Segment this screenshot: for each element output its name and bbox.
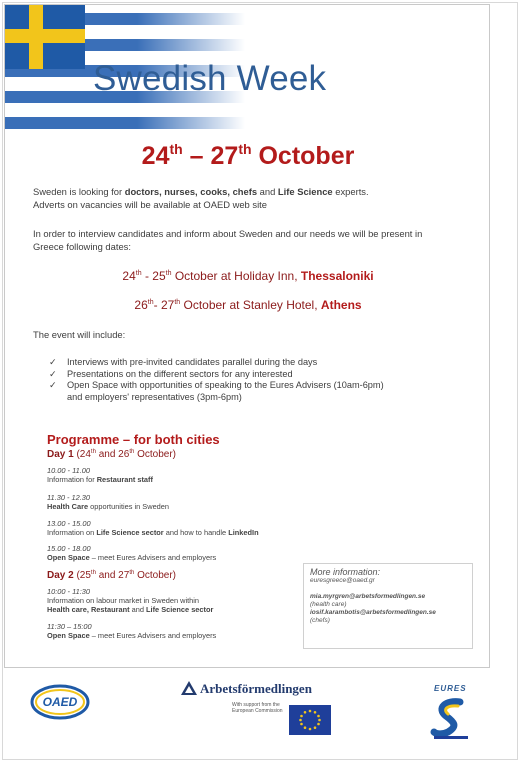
schedule-item: 15.00 - 18.00 Open Space – meet Eures Advisers and employers [47, 544, 217, 562]
arbetsformedlingen-name: Arbetsförmedlingen [200, 681, 312, 696]
more-information-box: More information: euresgreece@oaed.gr mia.myrgren@arbetsformedlingen.se (health care) iosif.karambotis@arbetsformedlingen.se (chefs) [303, 563, 473, 649]
event-checklist [49, 357, 449, 403]
eu-support-text: With support from the European Commission [232, 702, 283, 714]
day1-heading: Day 1 (24th and 26th October) [47, 449, 177, 460]
list-item-continuation: and employers' representatives (3pm-6pm) [67, 391, 242, 402]
eures-logo [428, 694, 474, 740]
svg-text:OAED: OAED [42, 695, 78, 709]
arbetsformedlingen-logo-mark [180, 680, 198, 696]
intro-paragraph: Sweden is looking for doctors, nurses, cooks, chefs and Life Science experts. Adverts on vacancies will be available at OAED web site [33, 186, 369, 210]
list-item: ✓ Presentations on the different sectors for any interested [49, 368, 293, 379]
schedule-item: 10.00 - 11.00 Information for Restaurant staff [47, 466, 153, 484]
list-item: ✓ Open Space with opportunities of speaking to the Eures Advisers (10am-6pm) [49, 380, 384, 390]
schedule-item: 13.00 - 15.00 Information on Life Science sector and how to handle LinkedIn [47, 519, 259, 537]
programme-title: Programme – for both cities [47, 432, 220, 447]
contact-email[interactable]: mia.myrgren@arbetsformedlingen.se [310, 593, 426, 600]
list-item: ✓ Interviews with pre-invited candidates parallel during the days [49, 357, 318, 367]
check-icon: ✓ [49, 380, 57, 390]
city-thessaloniki: 24th - 25th October at Holiday Inn, Thessaloniki [122, 269, 374, 283]
oaed-logo [30, 684, 90, 720]
check-icon: ✓ [49, 368, 57, 379]
schedule-item: 11:30 – 15:00 Open Space – meet Eures Advisers and employers [47, 622, 217, 640]
city-athens: 26th- 27th October at Stanley Hotel, Athens [134, 298, 362, 312]
check-icon: ✓ [49, 357, 57, 367]
schedule-item: 11.30 - 12.30 Health Care opportunities in Sweden [47, 493, 170, 511]
eures-label: EURES [434, 684, 467, 693]
contact-email[interactable]: euresgreece@oaed.gr [310, 577, 375, 584]
event-intro: The event will include: [33, 329, 126, 340]
eu-flag-icon [289, 705, 331, 735]
page-title: Swedish Week [93, 59, 327, 98]
schedule-item: 10:00 - 11:30 Information on labour market in Sweden within Health care, Restaurant and Life Science sector [47, 587, 214, 614]
schedule-paragraph: In order to interview candidates and inform about Sweden and our needs we will be present in Greece following dates: [33, 228, 423, 252]
day2-heading: Day 2 (25th and 27th October) [47, 570, 177, 581]
poster [4, 4, 490, 668]
event-dates: 24th – 27th October [141, 141, 355, 170]
contact-email[interactable]: iosif.karambotis@arbetsformedlingen.se [310, 609, 436, 616]
